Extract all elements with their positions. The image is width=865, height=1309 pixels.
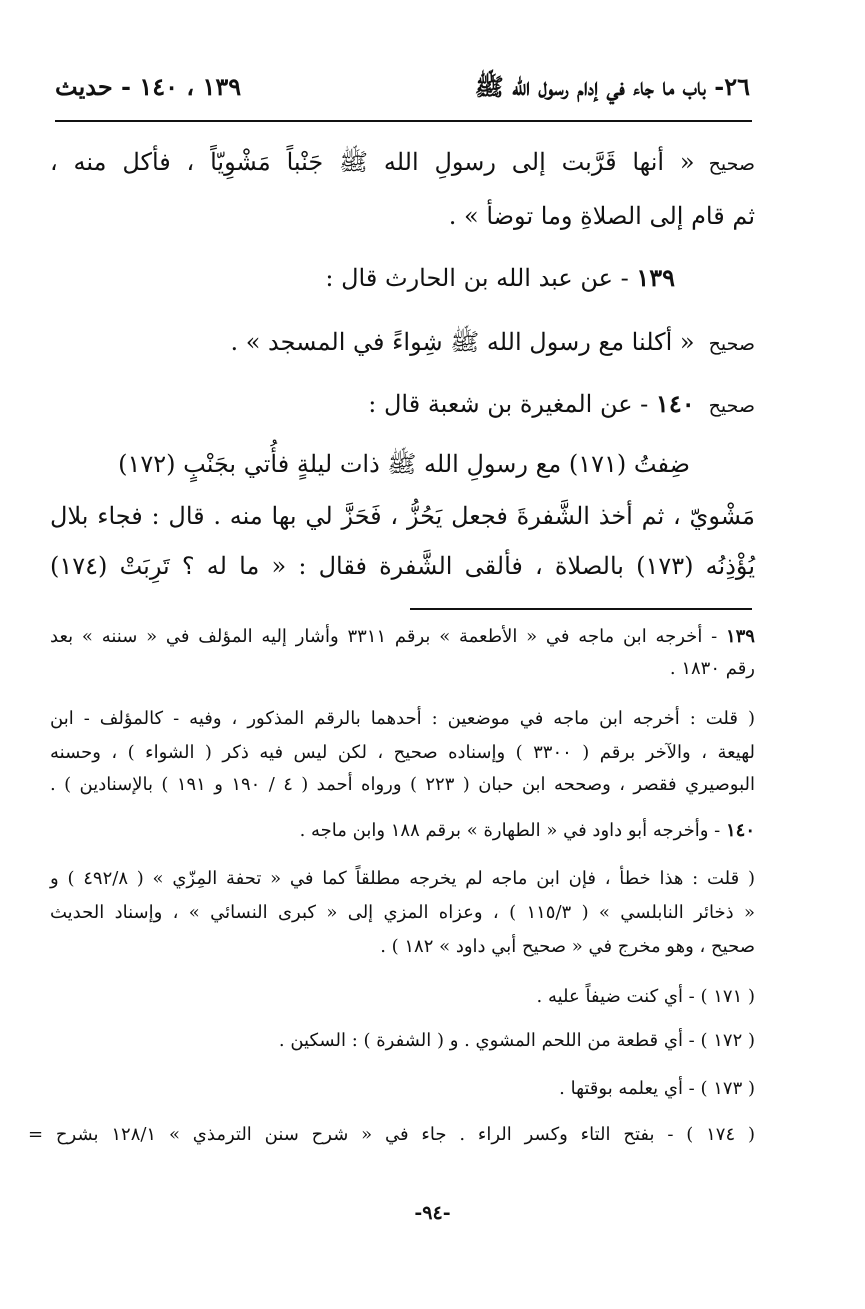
footnote-text: « ذخائر النابلسي » ( ١١٥/٣ ) ، وعزاه المزي إلى « كبرى النسائي » ، وإسناد الحديث [50,902,755,923]
footnote-number: ١٣٩ [725,626,755,647]
body-line-text: ضِفتُ (١٧١) مع رسولِ الله ﷺ ذات ليلةٍ فأُتي بجَنْبٍ (١٧٢) [118,450,690,478]
grade-label: صحيح [708,395,755,417]
body-line-1 [50,146,755,180]
footnote-text: رقم ١٨٣٠ . [669,658,755,679]
header-rule [55,120,752,122]
footnote-line [50,866,755,892]
hadith-140-heading [50,388,755,422]
footnote-number: ١٤٠ [725,820,755,841]
footnote-line [50,1028,755,1054]
page-number: -٩٤- [414,1202,451,1224]
body-line-text: - عن المغيرة بن شعبة قال : [368,390,649,418]
footnote-line [28,1122,755,1148]
footnote-text: ( قلت : هذا خطأ ، فإن ابن ماجه لم يخرجه مطلقاً كما في « تحفة المِزّي » ( ٤٩٢/٨ ) و [50,868,755,889]
footnote-line [50,772,755,798]
footnote-text: البوصيري فقصر ، وصححه ابن حبان ( ٢٢٣ ) ورواه أحمد ( ٤ / ١٩٠ و ١٩١ ) بالإسنادين ) . [50,774,756,795]
hadith-number: ١٤٠ [655,389,695,418]
footnote-line [50,934,755,960]
footnote-line [50,740,755,766]
body-line-4 [50,326,755,360]
body-line-text: « أكلنا مع رسول الله ﷺ شِواءً في المسجد » . [230,328,695,356]
grade-label: صحيح [708,333,755,355]
body-line-6 [50,448,690,480]
footnote-line [50,900,755,926]
footnote-text: ( ١٧٤ ) - بفتح التاء وكسر الراء . جاء في « شرح سنن الترمذي » ١٢٨/١ بشرح = [28,1124,755,1145]
footnote-separator [410,608,752,610]
body-line-8 [50,550,755,582]
footnote-text: ( ١٧٣ ) - أي يعلمه بوقتها . [559,1078,755,1099]
hadith-number: ١٣٩ [636,263,675,292]
footnote-line [50,984,755,1010]
footnote-text: لهيعة ، والآخر برقم ( ٣٣٠٠ ) وإسناده صحيح ، لكن ليس فيه ذكر ( الشواء ) ، وحسنه [50,742,756,763]
footnote-text: ( ١٧٢ ) - أي قطعة من اللحم المشوي . و ( الشفرة ) : السكين . [278,1030,755,1051]
body-line-text: - عن عبد الله بن الحارث قال : [325,264,629,292]
footnote-line [50,656,755,682]
body-line-text: مَشْويّ ، ثم أخذ الشَّفرةَ فجعل يَحُزُّ ، فَحَزَّ لي بها منه . قال : فجاء بلال [50,502,755,530]
footnote-text: صحيح ، وهو مخرج في « صحيح أبي داود » ١٨٢ ) . [380,936,755,957]
grade-label: صحيح [708,153,755,175]
body-line-7 [50,500,755,532]
body-line-text: « أنها قَرَّبت إلى رسولِ الله ﷺ جَنْباً مَشْوِيّاً ، فأكل منه ، [50,148,695,176]
footnote-text: - أخرجه ابن ماجه في « الأطعمة » برقم ٣٣١١ وأشار إليه المؤلف في « سننه » بعد [50,626,718,647]
body-line-text: يُؤْذِنُه (١٧٣) بالصلاة ، فألقى الشَّفرة فقال : « ما له ؟ تَرِبَتْ (١٧٤) [50,552,755,580]
body-line-2 [50,200,755,232]
footnote-text: ( قلت : أخرجه ابن ماجه في موضعين : أحدهما بالرقم المذكور ، وفيه - كالمؤلف - ابن [50,708,755,729]
chapter-title: ٢٦- باب ما جاء في إدام رسول الله ﷺ [474,72,750,101]
page-header [55,72,750,112]
hadith-range: ١٣٩ ، ١٤٠ - حديث [55,72,242,101]
footnote-line [50,624,755,650]
footnote-line [50,706,755,732]
footnote-text: ( ١٧١ ) - أي كنت ضيفاً عليه . [536,986,755,1007]
footnote-line [50,818,755,844]
hadith-139-heading [50,262,755,294]
footnote-line [50,1076,755,1102]
body-line-text: ثم قام إلى الصلاةِ وما توضأ » . [448,202,755,230]
footnote-text: - وأخرجه أبو داود في « الطهارة » برقم ١٨٨ وابن ماجه . [299,820,721,841]
